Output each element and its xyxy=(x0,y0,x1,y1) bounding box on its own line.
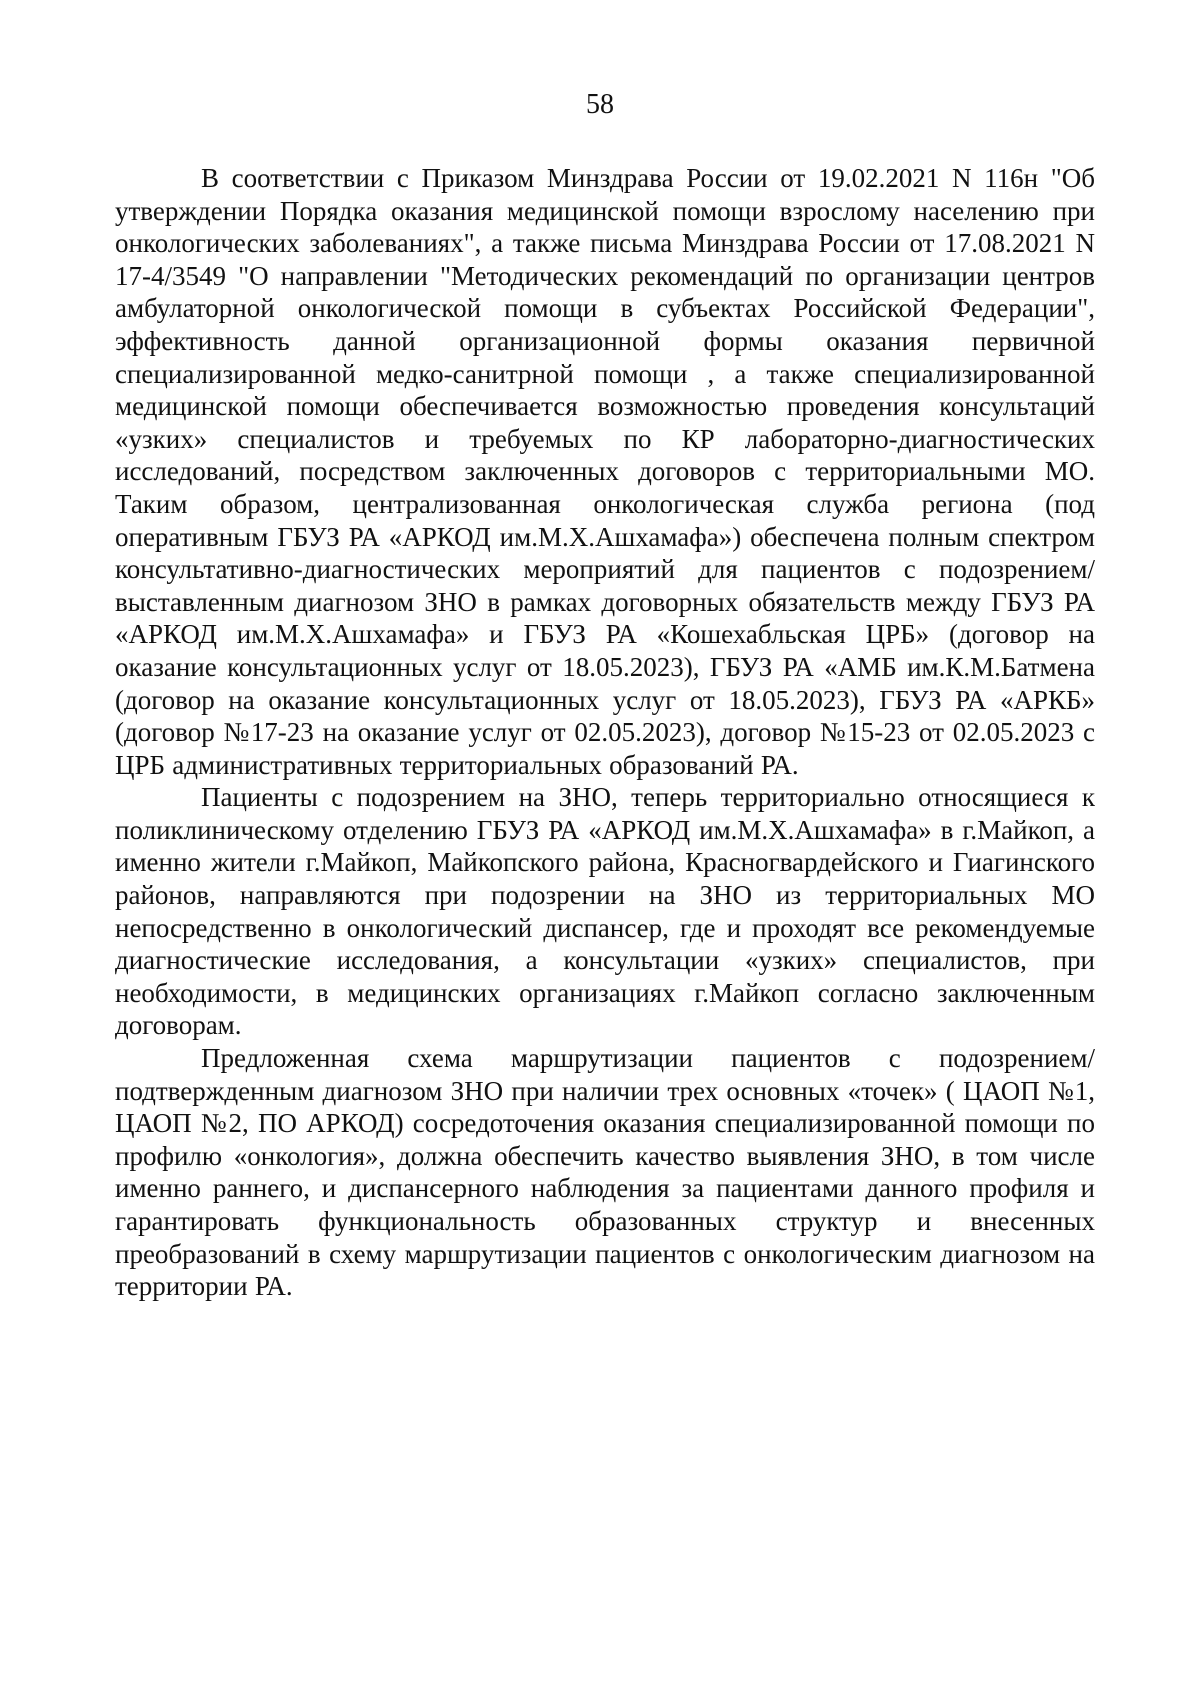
document-body xyxy=(115,162,1095,1303)
page-number: 58 xyxy=(586,89,614,120)
paragraph-1: В соответствии с Приказом Минздрава России от 19.02.2021 N 116н "Об утверждении Порядка оказания медицинской помощи взрослому населению при онкологических заболеваниях", а также письма Минздрава России от 17.08.2021 N 17-4/3549 "О направлении "Методических рекомендаций по организации центров амбулаторной онкологической помощи в субъектах Российской Федерации", эффективность данной организационной формы оказания первичной специализированной медко-санитрной помощи , а также специализированной медицинской помощи обеспечивается возможностью проведения консультаций «узких» специалистов и требуемых по КР лабораторно-диагностических исследований, посредством заключенных договоров с территориальными МО. Таким образом, централизованная онкологическая служба региона (под оперативным ГБУЗ РА «АРКОД им.М.Х.Ашхамафа») обеспечена полным спектром консультативно-диагностических мероприятий для пациентов с подозрением/ выставленным диагнозом ЗНО в рамках договорных обязательств между ГБУЗ РА «АРКОД им.М.Х.Ашхамафа» и ГБУЗ РА «Кошехабльская ЦРБ» (договор на оказание консультационных услуг от 18.05.2023), ГБУЗ РА «АМБ им.К.М.Батмена (договор на оказание консультационных услуг от 18.05.2023), ГБУЗ РА «АРКБ» (договор №17-23 на оказание услуг от 02.05.2023), договор №15-23 от 02.05.2023 с ЦРБ административных территориальных образований РА. xyxy=(115,163,1095,780)
paragraph-2: Пациенты с подозрением на ЗНО, теперь территориально относящиеся к поликлиническому отделению ГБУЗ РА «АРКОД им.М.Х.Ашхамафа» в г.Майкоп, а именно жители г.Майкоп, Майкопского района, Красногвардейского и Гиагинского районов, направляются при подозрении на ЗНО из территориальных МО непосредственно в онкологический диспансер, где и проходят все рекомендуемые диагностические исследования, а консультации «узких» специалистов, при необходимости, в медицинских организациях г.Майкоп согласно заключенным договорам. xyxy=(115,782,1095,1041)
paragraph-3: Предложенная схема маршрутизации пациентов с подозрением/ подтвержденным диагнозом ЗНО при наличии трех основных «точек» ( ЦАОП №1, ЦАОП №2, ПО АРКОД) сосредоточения оказания специализированной помощи по профилю «онкология», должна обеспечить качество выявления ЗНО, в том числе именно раннего, и диспансерного наблюдения за пациентами данного профиля и гарантировать функциональность образованных структур и внесенных преобразований в схему маршрутизации пациентов с онкологическим диагнозом на территории РА. xyxy=(115,1043,1095,1302)
